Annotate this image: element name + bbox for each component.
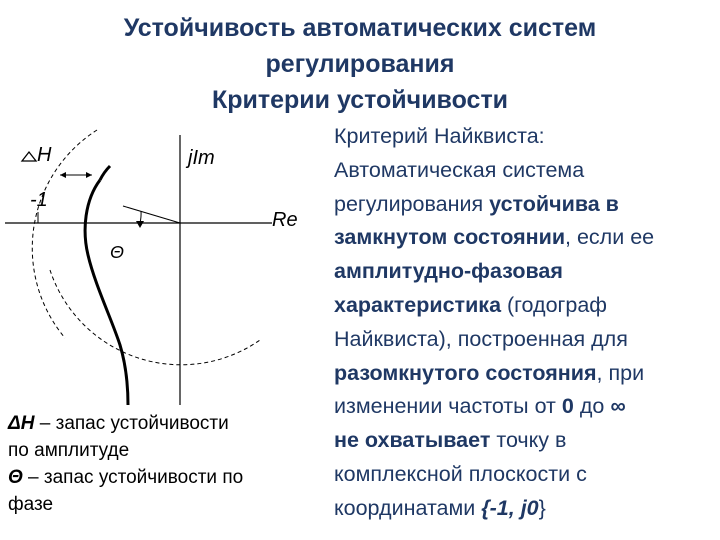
criterion-text: до	[573, 394, 611, 419]
legend	[8, 410, 318, 518]
criterion-heading: Критерий Найквиста:	[334, 124, 545, 148]
criterion-text: регулирования	[334, 191, 490, 216]
criterion-emphasis: амплитудно-фазовая	[334, 259, 563, 284]
criterion-text: координатами	[334, 495, 482, 520]
phase-margin-line	[123, 206, 180, 223]
infinity-symbol: ∞	[610, 394, 626, 419]
nyquist-curve-top	[100, 166, 110, 180]
criterion-line-11: комплексной плоскости с	[334, 461, 587, 486]
minus-one-label: -1	[30, 189, 48, 211]
phase-margin-symbol: Θ	[8, 467, 23, 488]
delta-triangle-icon	[22, 152, 36, 161]
criterion-text: }	[538, 495, 546, 520]
legend-amplitude-line1	[8, 410, 318, 437]
nyquist-curve	[85, 180, 128, 405]
criterion-emphasis: 0	[561, 394, 574, 419]
imag-axis-label: jIm	[188, 147, 215, 169]
delta-h-label: H	[37, 144, 52, 166]
criterion-emphasis: {-1, j0	[481, 495, 539, 520]
criterion-line-9	[334, 390, 719, 424]
criterion-text: , если ее	[565, 225, 655, 250]
criterion-emphasis: не охватывает	[334, 428, 491, 453]
title-line-3: Критерии устойчивости	[211, 86, 509, 114]
phase-margin-arrow	[136, 221, 144, 228]
criterion-text: точку в	[490, 428, 567, 453]
criterion-text: , при	[596, 360, 645, 385]
criterion-text: (годограф	[501, 292, 607, 317]
criterion-line-5	[334, 255, 719, 289]
theta-label: Θ	[110, 242, 125, 262]
legend-phase-line1	[8, 464, 318, 491]
criterion-line-12	[334, 492, 719, 526]
nyquist-criterion-text	[334, 120, 719, 526]
criterion-line-8	[334, 357, 719, 391]
criterion-emphasis: замкнутом состоянии	[334, 225, 566, 250]
title-line-2: регулирования	[265, 50, 455, 78]
criterion-line-10	[334, 424, 719, 458]
unit-circle-arc-lower	[50, 270, 260, 365]
delta-h-arrow-right	[86, 172, 92, 178]
legend-amplitude-line2: по амплитуде	[8, 440, 130, 461]
criterion-emphasis: разомкнутого состояния	[334, 360, 597, 385]
criterion-line-6	[334, 289, 719, 323]
criterion-line-7: Найквиста), построенная для	[334, 326, 628, 351]
amplitude-margin-text: – запас устойчивости	[34, 413, 229, 434]
criterion-text: изменении частоты от	[334, 394, 562, 419]
slide-title	[0, 10, 720, 118]
delta-h-arrow-left	[60, 172, 66, 178]
nyquist-diagram	[0, 120, 315, 410]
criterion-line-3	[334, 188, 719, 222]
criterion-line-4	[334, 221, 719, 255]
criterion-emphasis: характеристика	[334, 292, 502, 317]
legend-phase-line2: фазе	[8, 494, 54, 515]
title-line-1: Устойчивость автоматических систем	[123, 14, 597, 42]
real-axis-label: Re	[272, 209, 298, 231]
criterion-line-2: Автоматическая система	[334, 157, 585, 182]
amplitude-margin-symbol: ΔH	[8, 413, 35, 434]
phase-margin-text: – запас устойчивости по	[22, 467, 244, 488]
criterion-emphasis: устойчива в	[489, 191, 619, 216]
